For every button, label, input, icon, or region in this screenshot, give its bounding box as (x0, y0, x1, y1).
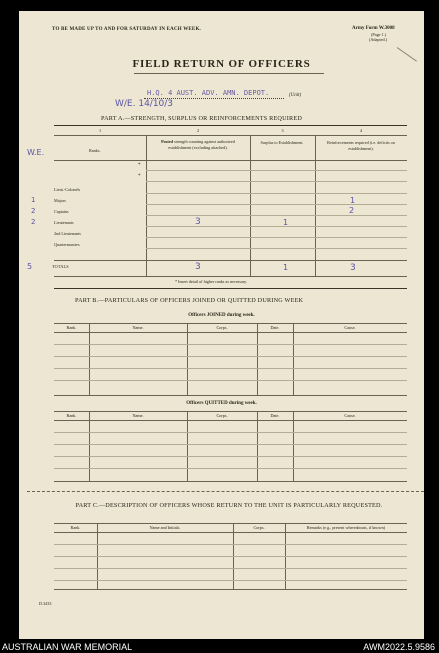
col-number: 2 (196, 128, 200, 133)
joined-col-header: Cause. (344, 325, 356, 330)
posted-header-bold: Posted (161, 139, 173, 144)
quitted-row-rule (54, 456, 407, 457)
part-a-col-divider (146, 135, 147, 276)
star-mark: * (138, 174, 141, 179)
part-b-title: PART B.—PARTICULARS OF OFFICERS JOINED OR QUITTED DURING WEEK (75, 297, 304, 304)
form-sheet (19, 11, 424, 639)
joined-row-rule (54, 356, 407, 357)
joined-col-header: Date. (270, 325, 280, 330)
joined-col-divider (89, 323, 90, 395)
part-c-bottom-rule (54, 589, 407, 590)
total-surplus: 1 (283, 263, 289, 272)
posted-header (150, 139, 246, 150)
part-c-col-header: Corps. (253, 525, 265, 530)
total-reinforcements: 3 (350, 263, 356, 273)
posted-value: 3 (195, 217, 201, 227)
part-a-footnote: * Insert detail of higher ranks as necessary. (175, 279, 248, 284)
title-underline (134, 73, 324, 74)
rank-label: Captains (54, 209, 69, 214)
quitted-title: Officers QUITTED during week. (186, 401, 257, 406)
part-a-top-rule (54, 125, 407, 126)
quitted-col-header: Date. (270, 413, 280, 418)
margin-value: 2 (31, 207, 36, 215)
quitted-row-rule (54, 432, 407, 433)
quitted-col-divider (293, 411, 294, 481)
part-a-col-divider (315, 135, 316, 276)
quitted-row-rule (54, 468, 407, 469)
part-c-top-rule (54, 523, 407, 524)
totals-margin-value: 5 (27, 262, 33, 271)
quitted-col-divider (257, 411, 258, 481)
we-margin-note: W.E. (27, 148, 45, 157)
col-number-rule (54, 135, 407, 136)
joined-col-divider (187, 323, 188, 395)
unit-label: (Unit) (289, 93, 302, 98)
col-number: 1 (98, 128, 102, 133)
joined-header-rule (54, 332, 407, 333)
joined-title: Officers JOINED during week. (188, 313, 255, 318)
reinforcement-value: 1 (350, 196, 356, 205)
part-c-col-header: Name and Initials. (149, 525, 181, 530)
form-adapted: (Adapted.) (369, 37, 388, 42)
margin-value: 2 (31, 218, 36, 226)
joined-row-rule (54, 368, 407, 369)
part-c-header-rule (54, 532, 407, 533)
quitted-col-header: Name. (132, 413, 144, 418)
quitted-col-header: Rank. (66, 413, 77, 418)
joined-col-header: Corps. (216, 325, 228, 330)
totals-label: TOTALS (52, 264, 69, 269)
joined-top-rule (54, 323, 407, 324)
part-c-col-header: Remarks (e.g., present whereabouts, if known) (306, 525, 386, 530)
joined-col-divider (257, 323, 258, 395)
reinforcement-value: 2 (349, 206, 355, 215)
joined-col-divider (293, 323, 294, 395)
joined-col-header: Rank. (66, 325, 77, 330)
header-bottom-rule (54, 160, 407, 161)
row-rule (146, 181, 407, 182)
total-posted: 3 (195, 262, 201, 272)
footer-right-caption: AWM2022.5.9586 (363, 642, 435, 652)
joined-col-header: Name. (132, 325, 144, 330)
ranks-header: Ranks. (89, 148, 101, 153)
row-rule (146, 204, 407, 205)
unit-stamp: H.Q. 4 AUST. ADV. AMN. DEPOT. (147, 89, 270, 97)
rank-label: Majors (54, 198, 66, 203)
quitted-header-rule (54, 420, 407, 421)
totals-bottom-rule (54, 276, 407, 277)
joined-row-rule (54, 380, 407, 381)
row-rule (146, 193, 407, 194)
reinforcements-header: Reinforcements required (i.e. deficits on establishment). (327, 140, 395, 151)
row-rule (146, 226, 407, 227)
quitted-top-rule (54, 411, 407, 412)
part-a-bottom-rule (54, 288, 407, 289)
part-c-row-rule (54, 568, 407, 569)
margin-value: 1 (31, 196, 36, 204)
part-c-row-rule (54, 556, 407, 557)
rank-label: Lieutenants (54, 220, 74, 225)
footer-left-caption: AUSTRALIAN WAR MEMORIAL (2, 642, 133, 652)
row-rule (146, 237, 407, 238)
row-rule (146, 248, 407, 249)
form-code: D.3433 (39, 601, 52, 606)
rank-label: 2nd Lieutenants (54, 231, 81, 236)
quitted-col-divider (89, 411, 90, 481)
form-number: Army Form W.3008 (352, 26, 395, 31)
form-page: (Page 1.) (371, 32, 387, 37)
joined-row-rule (54, 344, 407, 345)
row-rule (146, 215, 407, 216)
header-instruction: TO BE MADE UP TO AND FOR SATURDAY IN EACH WEEK. (52, 27, 202, 32)
quitted-col-divider (187, 411, 188, 481)
surplus-header: Surplus to Establishment. (260, 140, 304, 145)
star-mark: * (138, 163, 141, 168)
row-rule (146, 170, 407, 171)
part-c-row-rule (54, 544, 407, 545)
quitted-col-header: Corps. (216, 413, 228, 418)
perforation-line (27, 491, 424, 492)
part-c-row-rule (54, 580, 407, 581)
col-number: 4 (359, 128, 363, 133)
col-number: 3 (281, 128, 284, 133)
form-title: FIELD RETURN OF OFFICERS (132, 58, 311, 70)
part-a-title: PART A.—STRENGTH, SURPLUS OR REINFORCEMENTS REQUIRED (101, 115, 303, 122)
posted-header-rest: strength counting against authorized establishment (excluding attached). (168, 139, 235, 150)
quitted-col-header: Cause. (344, 413, 356, 418)
part-a-col-divider (250, 135, 251, 276)
week-ending-handwriting: W/E. 14/10/3 (115, 99, 174, 109)
joined-bottom-rule (54, 395, 407, 396)
totals-top-rule (54, 260, 407, 261)
quitted-bottom-rule (54, 481, 407, 482)
quitted-row-rule (54, 444, 407, 445)
rank-label: Quartermasters (54, 242, 80, 247)
rank-label: Lieut.-Colonels (54, 187, 81, 192)
part-c-col-header: Rank. (70, 525, 81, 530)
part-c-title: PART C.—DESCRIPTION OF OFFICERS WHOSE RETURN TO THE UNIT IS PARTICULARLY REQUESTED. (75, 502, 383, 509)
surplus-value: 1 (283, 218, 289, 227)
